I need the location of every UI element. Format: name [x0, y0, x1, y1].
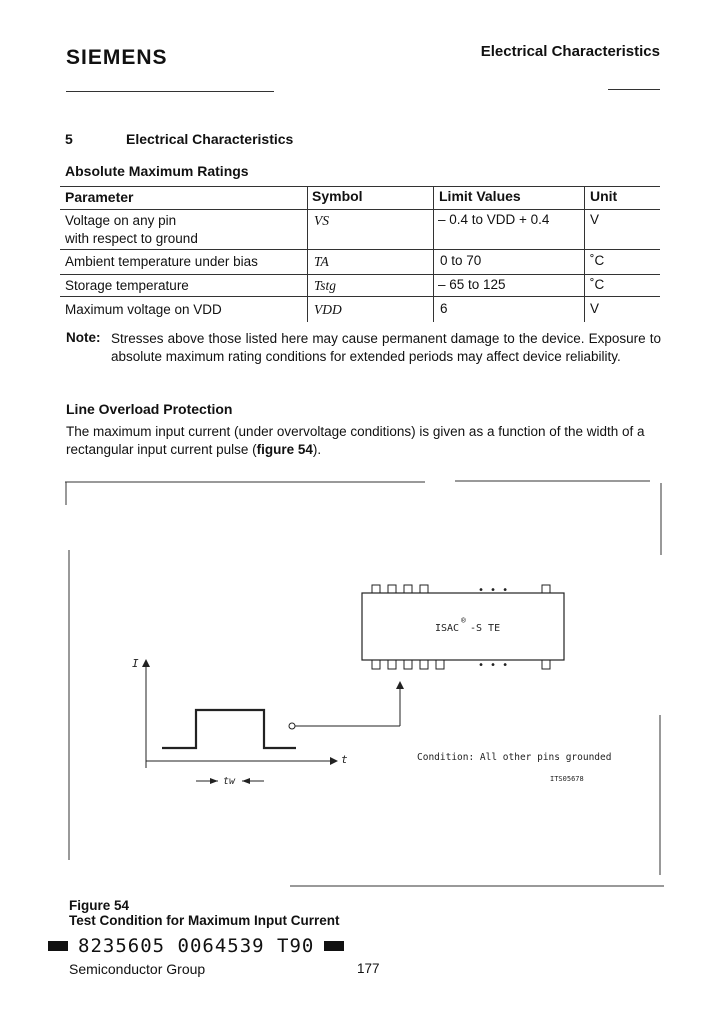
chip-body: [362, 593, 564, 660]
table-row-3-limit: – 65 to 125: [438, 277, 506, 292]
table-row-2-unit: ˚C: [590, 253, 605, 268]
table-row-1-limit: – 0.4 to VDD + 0.4: [438, 212, 550, 227]
table-row-1-unit: V: [590, 212, 600, 227]
pin-bottom-5: [436, 660, 444, 669]
barcode-line: [48, 935, 344, 957]
chip-registered-mark: ®: [461, 616, 466, 625]
table-row-2-symbol: TA: [314, 254, 329, 269]
line-overload-text-end: ).: [312, 442, 322, 457]
table-row-3-unit: ˚C: [590, 277, 605, 292]
barcode-block-right: [324, 941, 344, 951]
width-marker-left-arrow: [210, 778, 218, 784]
table-row-4-symbol: VDD: [314, 302, 342, 317]
chip-label-suffix: -S TE: [470, 623, 501, 634]
header-rule-left: [66, 91, 274, 92]
pulse-waveform: [162, 710, 296, 748]
section-title: Electrical Characteristics: [126, 131, 294, 147]
pin-bottom-last: [542, 660, 550, 669]
pin-top-last: [542, 585, 550, 593]
width-marker-right-arrow: [242, 778, 250, 784]
table-row-1-symbol: VS: [314, 213, 329, 228]
amr-title: Absolute Maximum Ratings: [65, 163, 249, 179]
section-number: 5: [65, 131, 73, 147]
table-row-1-param: Voltage on any pin: [65, 213, 177, 228]
note-text: Stresses above those listed here may cause permanent damage to the device. Exposure to absolute maximum rating conditions for extended periods may affect device reliability.: [111, 331, 661, 364]
barcode-text: 8235605 0064539 T90: [78, 935, 315, 957]
x-axis-arrowhead: [330, 757, 338, 765]
col-header-symbol: Symbol: [312, 188, 363, 204]
y-axis-label: I: [132, 657, 139, 670]
note-label: Note:: [66, 330, 101, 345]
pin-top-4: [420, 585, 428, 593]
line-overload-text-start: The maximum input current (under overvoltage conditions) is given as a function of the width of a rectangular input current pulse (: [66, 424, 645, 457]
col-header-parameter: Parameter: [65, 189, 134, 205]
line-overload-title: Line Overload Protection: [66, 401, 233, 417]
figure-caption-number: Figure 54: [69, 898, 130, 913]
table-row-4-param: Maximum voltage on VDD: [65, 302, 222, 317]
pin-top-3: [404, 585, 412, 593]
page-number: 177: [357, 961, 380, 976]
figure-code: ITS05678: [550, 775, 584, 783]
col-header-limit: Limit Values: [439, 188, 521, 204]
pins-bottom-ellipsis: • • •: [478, 660, 509, 671]
pulse-width-label: tw: [223, 776, 236, 787]
connection-arrowhead: [396, 681, 404, 689]
y-axis-arrowhead: [142, 659, 150, 667]
pin-bottom-3: [404, 660, 412, 669]
pins-top-ellipsis: • • •: [478, 585, 509, 596]
header-rule-right: [608, 89, 660, 90]
table-row-1-param-line2: with respect to ground: [65, 231, 198, 246]
pin-bottom-4: [420, 660, 428, 669]
table-row-3-param: Storage temperature: [65, 278, 189, 293]
pin-bottom-2: [388, 660, 396, 669]
figure-caption-title: Test Condition for Maximum Input Current: [69, 913, 340, 928]
source-terminal: [289, 723, 295, 729]
line-overload-text: [66, 423, 662, 459]
chip-label: ISAC: [435, 623, 460, 634]
figure-reference-link[interactable]: figure 54: [256, 442, 313, 457]
amr-table: [60, 184, 660, 324]
table-row-4-unit: V: [590, 301, 600, 316]
header-title: Electrical Characteristics: [480, 43, 660, 60]
condition-note: Condition: All other pins grounded: [417, 752, 612, 763]
figure-54-diagram: [60, 475, 666, 895]
barcode-block-left: [48, 941, 68, 951]
table-row-4-limit: 6: [440, 301, 448, 316]
table-row-2-param: Ambient temperature under bias: [65, 254, 258, 269]
footer-group: Semiconductor Group: [69, 961, 206, 977]
siemens-logo: SIEMENS: [66, 46, 168, 69]
table-row-2-limit: 0 to 70: [440, 253, 482, 268]
pin-top-2: [388, 585, 396, 593]
col-header-unit: Unit: [590, 188, 618, 204]
pin-top-1: [372, 585, 380, 593]
pin-bottom-1: [372, 660, 380, 669]
x-axis-label: t: [341, 753, 348, 766]
table-row-3-symbol: Tstg: [314, 278, 337, 293]
